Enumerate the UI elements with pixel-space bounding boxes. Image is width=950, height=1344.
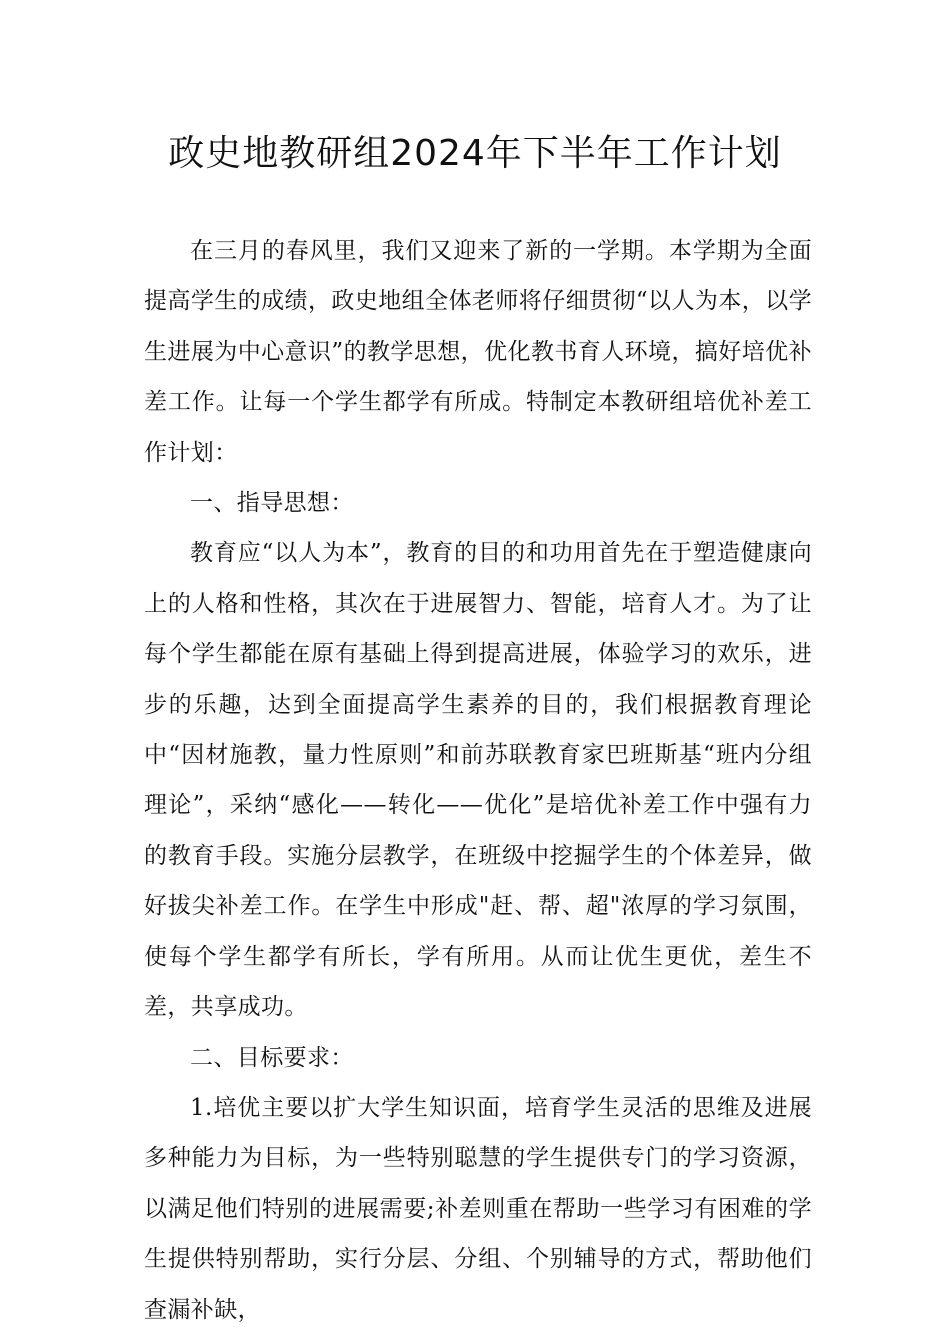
guiding-ideology-paragraph: 教育应“以人为本”，教育的目的和功用首先在于塑造健康向上的人格和性格，其次在于进展智力、智能，培育人才。为了让每个学生都能在原有基础上得到提高进展，体验学习的欢乐，进步的乐趣，达到全面提高学生素养的目的，我们根据教育理论中“因材施教，量力性原则”和前苏联教育家巴班斯基“班内分组理论”，采纳“感化——转化——优化”是培优补差工作中强有力的教育手段。实施分层教学，在班级中挖掘学生的个体差异，做好拔尖补差工作。在学生中形成"赶、帮、超"浓厚的学习氛围，使每个学生都学有所长，学有所用。从而让优生更优，差生不差，共享成功。 bbox=[144, 540, 812, 1021]
goals-item-1-paragraph: 1.培优主要以扩大学生知识面，培育学生灵活的思维及进展多种能力为目标，为一些特别聪慧的学生提供专门的学习资源，以满足他们特别的进展需要;补差则重在帮助一些学习有困难的学生提供特别帮助，实行分层、分组、个别辅导的方式，帮助他们查漏补缺， bbox=[144, 1094, 812, 1323]
section-heading-guiding-ideology: 一、指导思想： bbox=[190, 490, 354, 517]
document-body bbox=[144, 226, 812, 1335]
document-title: 政史地教研组2024年下半年工作计划 bbox=[168, 133, 782, 174]
intro-paragraph: 在三月的春风里，我们又迎来了新的一学期。本学期为全面提高学生的成绩，政史地组全体老师将仔细贯彻“以人为本，以学生进展为中心意识”的教学思想，优化教书育人环境，搞好培优补差工作。让每一个学生都学有所成。特制定本教研组培优补差工作计划： bbox=[144, 238, 812, 466]
section-heading-goals: 二、目标要求： bbox=[190, 1044, 354, 1071]
